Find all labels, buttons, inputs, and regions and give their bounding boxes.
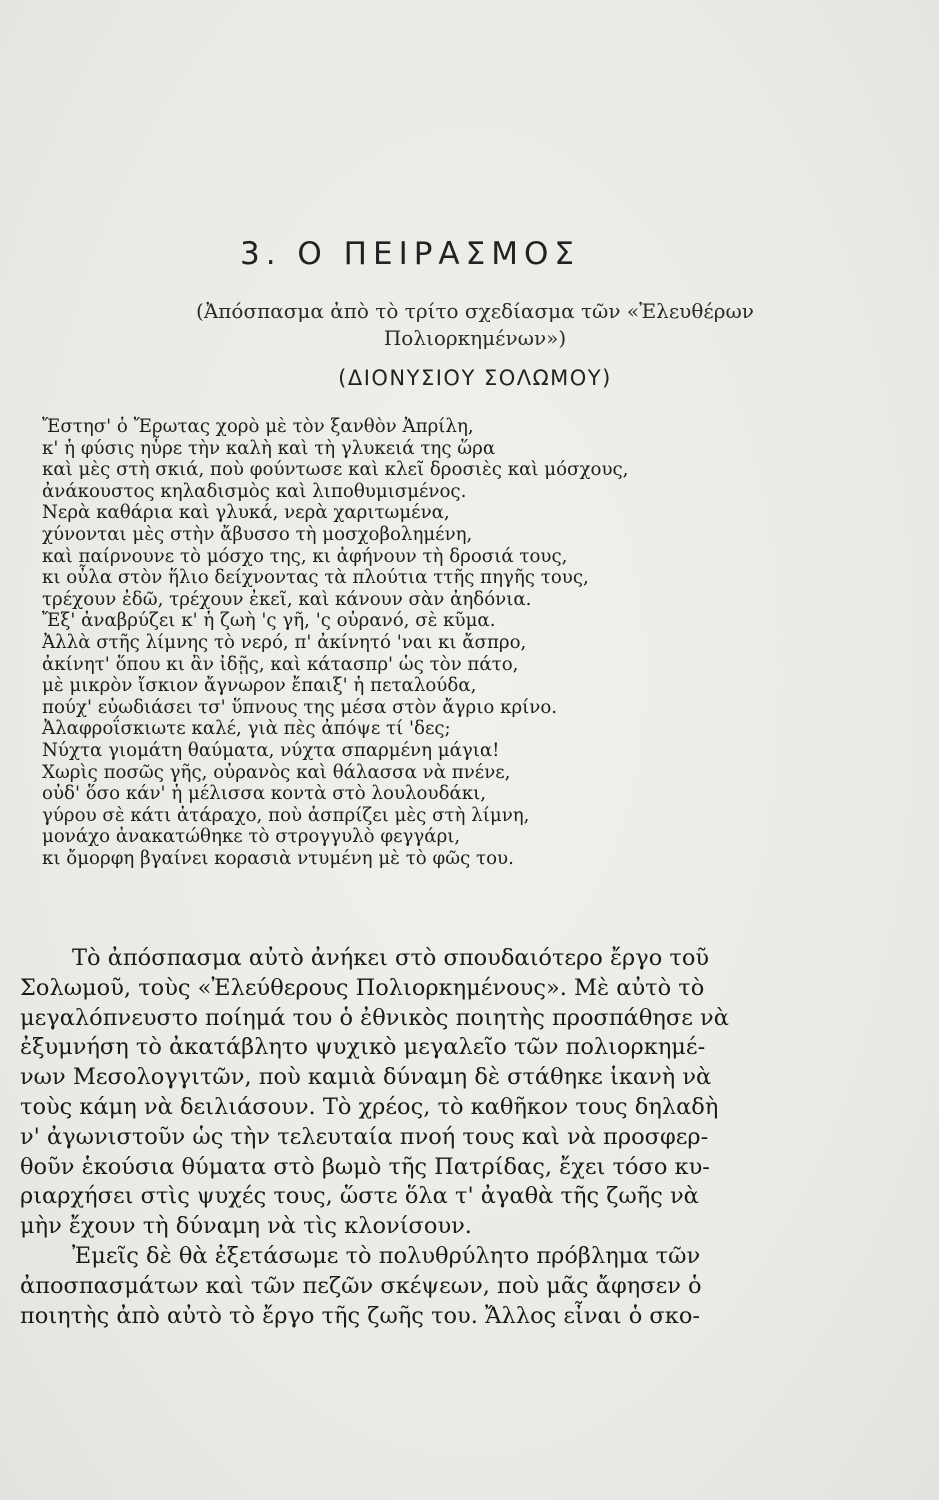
poem-line: κι ὄμορφη βγαίνει κορασιὰ ντυμένη μὲ τὸ φῶς του. [42, 847, 514, 869]
prose-line: Σολωμοῦ, τοὺς «Ἐλεύθερους Πολιορκημένους». Μὲ αὐτὸ τὸ [20, 974, 705, 1001]
poem-line: ἀνάκουστος κηλαδισμὸς καὶ λιποθυμισμένος. [42, 480, 467, 502]
poem-line: κ' ἡ φύσις ηὗρε τὴν καλὴ καὶ τὴ γλυκειά της ὥρα [42, 437, 496, 459]
commentary-text [20, 944, 900, 1331]
prose-line: ριαρχήσει στὶς ψυχές τους, ὥστε ὅλα τ' ἀγαθὰ τῆς ζωῆς νὰ [20, 1183, 699, 1210]
author-name: (ΔΙΟΝΥΣΙΟΥ ΣΟΛΩΜΟΥ) [338, 366, 612, 390]
prose-line: Ἐμεῖς δὲ θὰ ἐξετάσωμε τὸ πολυθρύλητο πρόβλημα τῶν [72, 1242, 701, 1269]
poem-line: Ἀλαφροΐσκιωτε καλέ, γιὰ πὲς ἀπόψε τί 'δες; [42, 718, 451, 740]
poem-line: Ἀλλὰ στῆς λίμνης τὸ νερό, π' ἀκίνητό 'ναι κι ἄσπρο, [42, 631, 527, 653]
poem-line: Ἔστησ' ὁ Ἔρωτας χορὸ μὲ τὸν ξανθὸν Ἀπρίλη, [42, 416, 474, 437]
prose-line: νων Μεσολογγιτῶν, ποὺ καμιὰ δύναμη δὲ στάθηκε ἱκανὴ νὰ [20, 1064, 712, 1091]
poem-line: πούχ' εὐωδιάσει τσ' ὕπνους της μέσα στὸν ἄγριο κρίνο. [42, 696, 558, 718]
poem-line: τρέχουν ἐδῶ, τρέχουν ἐκεῖ, καὶ κάνουν σὰν ἀηδόνια. [42, 588, 532, 610]
chapter-subtitle [80, 298, 870, 352]
poem-line: Νερὰ καθάρια καὶ γλυκά, νερὰ χαριτωμένα, [42, 502, 450, 524]
subtitle-line: Πολιορκημένων») [383, 326, 567, 350]
prose-line: μὴν ἔχουν τὴ δύναμη νὰ τὶς κλονίσουν. [20, 1213, 472, 1240]
poem-line: οὐδ' ὅσο κάν' ἡ μέλισσα κοντὰ στὸ λουλουδάκι, [42, 783, 487, 805]
poem-line: Ἔξ' ἀναβρύζει κ' ἡ ζωὴ 'ς γῆ, 'ς οὐρανό, σὲ κῦμα. [42, 610, 496, 632]
poem-line: μὲ μικρὸν ἴσκιον ἄγνωρον ἔπαιξ' ἡ πεταλούδα, [42, 675, 477, 697]
chapter-title: 3. Ο ΠΕΙΡΑΣΜΟΣ [240, 236, 580, 272]
prose-line: ν' ἀγωνιστοῦν ὡς τὴν τελευταία πνοή τους καὶ νὰ προσφερ- [20, 1123, 709, 1150]
poem-line: ἀκίνητ' ὅπου κι ἂν ἰδῇς, καὶ κάτασπρ' ὡς τὸν πάτο, [42, 653, 519, 675]
prose-line: τοὺς κάμη νὰ δειλιάσουν. Τὸ χρέος, τὸ καθῆκον τους δηλαδὴ [20, 1093, 719, 1120]
prose-line: θοῦν ἑκούσια θύματα στὸ βωμὸ τῆς Πατρίδας, ἔχει τόσο κυ- [20, 1153, 710, 1180]
prose-line: ἐξυμνήση τὸ ἀκατάβλητο ψυχικὸ μεγαλεῖο τῶν πολιορκημέ- [20, 1034, 706, 1061]
subtitle-line: (Ἀπόσπασμα ἀπὸ τὸ τρίτο σχεδίασμα τῶν «Ἐλευθέρων [196, 299, 754, 323]
poem-line: καὶ παίρνουνε τὸ μόσχο της, κι ἀφήνουν τὴ δροσιά τους, [42, 545, 568, 567]
prose-line: μεγαλόπνευστο ποίημά του ὁ ἐθνικὸς ποιητὴς προσπάθησε νὰ [20, 1004, 729, 1031]
poem-line: χύνονται μὲς στὴν ἄβυσσο τὴ μοσχοβολημένη, [42, 523, 473, 545]
prose-line: ποιητὴς ἀπὸ αὐτὸ τὸ ἔργο τῆς ζωῆς του. Ἄλλος εἶναι ὁ σκο- [20, 1302, 700, 1329]
poem-line: κι οὖλα στὸν ἥλιο δείχνοντας τὰ πλούτια ττῆς πηγῆς τους, [42, 567, 589, 589]
poem-line: Χωρὶς ποσῶς γῆς, οὐρανὸς καὶ θάλασσα νὰ πνένε, [42, 761, 511, 783]
poem-line: γύρου σὲ κάτι ἀτάραχο, ποὺ ἀσπρίζει μὲς στὴ λίμνη, [42, 804, 530, 826]
prose-line: Τὸ ἀπόσπασμα αὐτὸ ἀνήκει στὸ σπουδαιότερο ἔργο τοῦ [72, 945, 710, 971]
poem-line: καὶ μὲς στὴ σκιά, ποὺ φούντωσε καὶ κλεῖ δροσιὲς καὶ μόσχους, [42, 459, 629, 481]
poem-excerpt [42, 416, 872, 869]
poem-line: μονάχο ἀνακατώθηκε τὸ στρογγυλὸ φεγγάρι, [42, 826, 461, 848]
prose-line: ἀποσπασμάτων καὶ τῶν πεζῶν σκέψεων, ποὺ μᾶς ἄφησεν ὁ [20, 1272, 702, 1299]
poem-line: Νύχτα γιομάτη θαύματα, νύχτα σπαρμένη μάγια! [42, 739, 500, 761]
